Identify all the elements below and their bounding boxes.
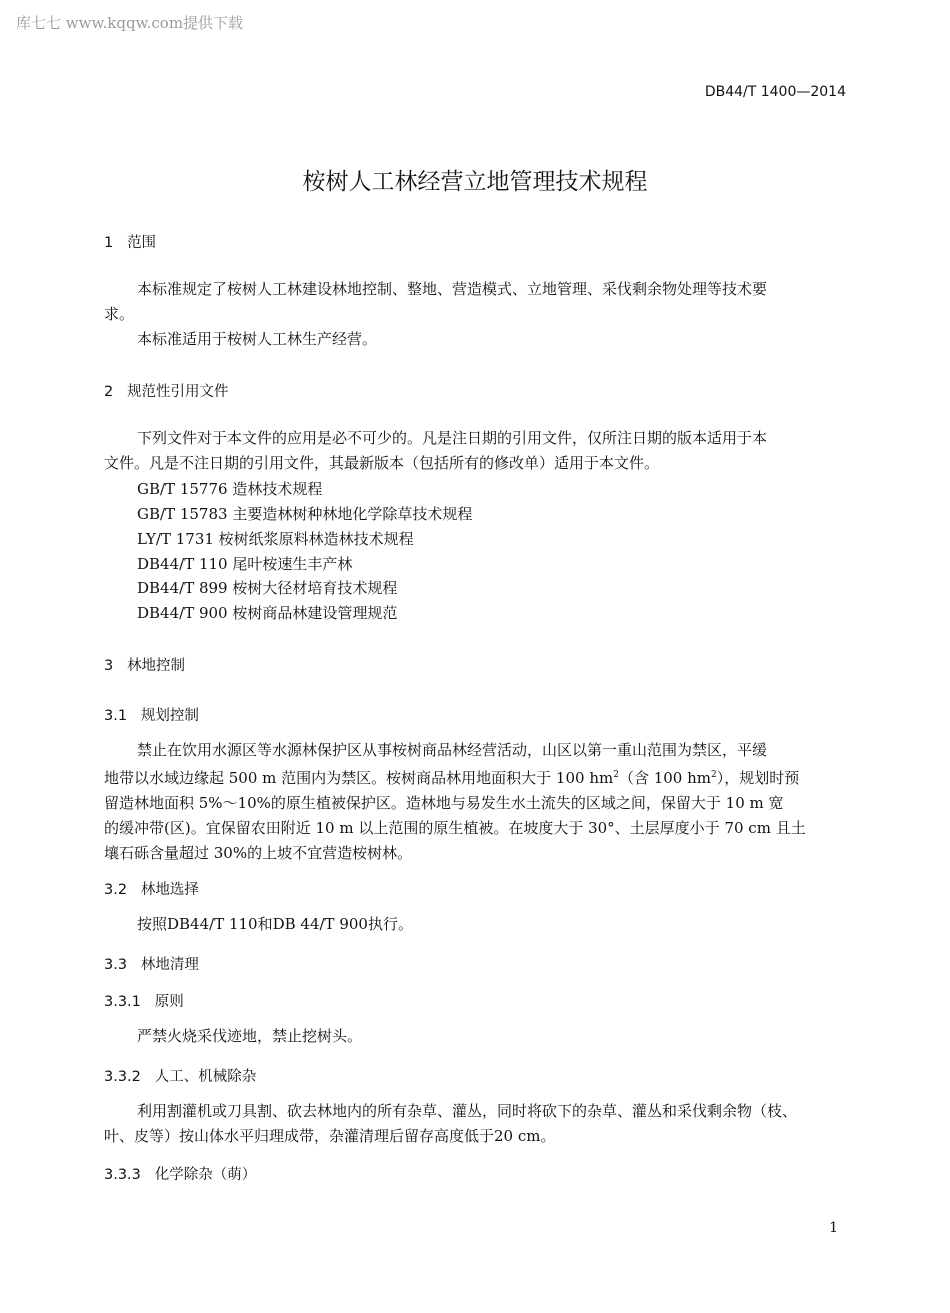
watermark: 库七七 www.kqqw.com提供下载 — [16, 14, 244, 32]
section-1-paragraph-2 — [104, 327, 848, 352]
text-line: 本标准规定了桉树人工林建设林地控制、整地、营造模式、立地管理、采伐剩余物处理等技术要 — [137, 280, 768, 298]
reference-item: GB/T 15783 主要造林树种林地化学除草技术规程 — [137, 505, 473, 523]
text-line: 严禁火烧采伐迹地，禁止挖树头。 — [137, 1027, 363, 1045]
page-number: 1 — [829, 1220, 838, 1236]
section-title: 范围 — [127, 235, 157, 251]
text-line: 求。 — [104, 305, 135, 323]
text-line: 本标准适用于桉树人工林生产经营。 — [137, 330, 378, 348]
section-title: 规划控制 — [140, 708, 199, 724]
section-number: 3.3.3 — [104, 1167, 141, 1183]
section-title: 原则 — [154, 994, 184, 1010]
section-title: 林地控制 — [127, 658, 186, 674]
document-title: 桉树人工林经营立地管理技术规程 — [302, 169, 648, 195]
standard-code: DB44/T 1400—2014 — [704, 84, 846, 100]
section-1-heading — [104, 231, 156, 252]
section-3-1-heading — [104, 704, 199, 725]
section-number: 3 — [104, 658, 114, 674]
section-number: 1 — [104, 235, 114, 251]
section-number: 3.3.2 — [104, 1069, 141, 1085]
reference-item: GB/T 15776 造林技术规程 — [137, 480, 323, 498]
reference-item: LY/T 1731 桉树纸浆原料林造林技术规程 — [137, 530, 414, 548]
section-3-3-2-paragraph — [104, 1099, 848, 1149]
section-title: 林地清理 — [140, 957, 199, 973]
section-number: 3.1 — [104, 708, 128, 724]
section-3-3-heading — [104, 953, 199, 974]
reference-item: DB44/T 899 桉树大径材培育技术规程 — [137, 579, 398, 597]
section-3-3-1-paragraph — [104, 1024, 848, 1049]
section-number: 3.3 — [104, 957, 128, 973]
text-line: 禁止在饮用水源区等水源林保护区从事桉树商品林经营活动，山区以第一重山范围为禁区，平缓 — [137, 741, 768, 759]
text-line: 的缓冲带(区)。宜保留农田附近 10 m 以上范围的原生植被。在坡度大于 30°、土层厚度小于 70 cm 且土 — [104, 819, 806, 837]
section-title: 化学除杂（萌） — [154, 1167, 257, 1183]
section-3-heading — [104, 654, 185, 675]
text-line: 文件。凡是不注日期的引用文件，其最新版本（包括所有的修改单）适用于本文件。 — [104, 454, 660, 472]
reference-item: DB44/T 110 尾叶桉速生丰产林 — [137, 555, 353, 573]
section-title: 林地选择 — [140, 882, 199, 898]
text-line: 叶、皮等）按山体水平归理成带，杂灌清理后留存高度低于20 cm。 — [104, 1127, 556, 1145]
section-2-paragraph-1 — [104, 426, 848, 476]
section-3-2-paragraph — [104, 912, 848, 937]
section-3-3-3-heading — [104, 1163, 256, 1184]
section-number: 2 — [104, 384, 114, 400]
reference-item: DB44/T 900 桉树商品林建设管理规范 — [137, 604, 398, 622]
section-1-paragraph-1 — [104, 277, 848, 327]
section-2-heading — [104, 380, 229, 401]
section-3-2-heading — [104, 878, 199, 899]
section-3-3-2-heading — [104, 1065, 256, 1086]
section-title: 规范性引用文件 — [127, 384, 229, 400]
text-line: 留造林地面积 5%～10%的原生植被保护区。造林地与易发生水土流失的区域之间，保留大于 10 m 宽 — [104, 794, 784, 812]
section-3-1-paragraph — [104, 738, 848, 866]
text-line: 按照DB44/T 110和DB 44/T 900执行。 — [137, 915, 413, 933]
text-line: 利用割灌机或刀具割、砍去林地内的所有杂草、灌丛，同时将砍下的杂草、灌丛和采伐剩余物（枝、 — [137, 1102, 798, 1120]
section-title: 人工、机械除杂 — [154, 1069, 257, 1085]
section-3-3-1-heading — [104, 990, 184, 1011]
section-number: 3.3.1 — [104, 994, 141, 1010]
section-number: 3.2 — [104, 882, 128, 898]
text-line: 壤石砾含量超过 30%的上坡不宜营造桉树林。 — [104, 844, 413, 862]
text-line: 下列文件对于本文件的应用是必不可少的。凡是注日期的引用文件，仅所注日期的版本适用于本 — [137, 429, 768, 447]
text-line: 地带以水域边缘起 500 m 范围内为禁区。桉树商品林用地面积大于 100 $hm^2$（含 100 $hm^2$），规划时预 — [104, 769, 800, 787]
